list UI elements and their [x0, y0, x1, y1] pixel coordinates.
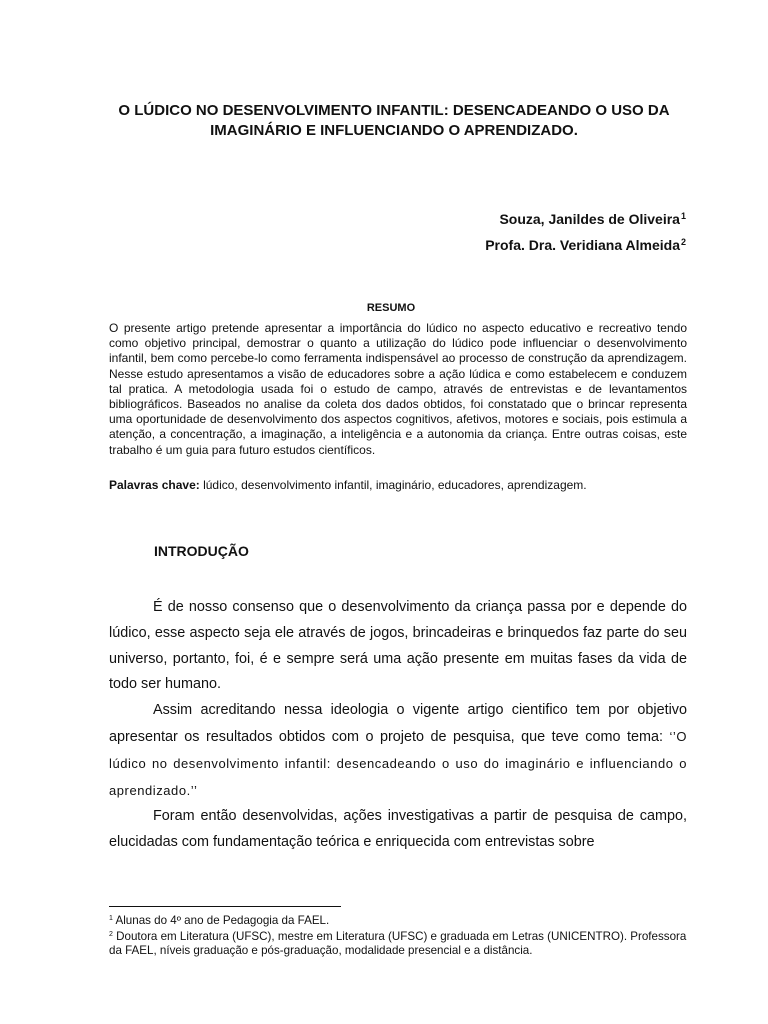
paragraph: [109, 698, 687, 804]
footnote-1: [109, 912, 689, 928]
footnote-ref[interactable]: 2: [680, 237, 686, 247]
article-title: O LÚDICO NO DESENVOLVIMENTO INFANTIL: DESENCADEANDO O USO DA IMAGINÁRIO E INFLUENCIANDO O APRENDIZADO.: [118, 102, 670, 139]
author-name: Profa. Dra. Veridiana Almeida: [485, 237, 680, 253]
author-1: [485, 207, 686, 233]
introduction-body: [109, 595, 687, 856]
keywords-list: lúdico, desenvolvimento infantil, imaginário, educadores, aprendizagem.: [199, 478, 587, 492]
paragraph: Foram então desenvolvidas, ações investigativas a partir de pesquisa de campo, elucidadas com fundamentação teórica e enriquecida com entrevistas sobre: [109, 808, 687, 851]
paragraph-lead: Assim acreditando nessa ideologia o vigente artigo cientifico tem por objetivo apresentar os resultados obtidos com o projeto de pesquisa, que teve como tema:: [109, 702, 687, 745]
research-theme-quote: ‘’O lúdico no desenvolvimento infantil: desencadeando o uso do imaginário e influenciando o aprendizado.’’: [109, 728, 687, 798]
footnote-divider: [109, 906, 341, 907]
footnote-mark: 1: [109, 915, 113, 922]
footnote-2: [109, 928, 689, 958]
introduction-heading: INTRODUÇÃO: [154, 543, 249, 559]
abstract-text: O presente artigo pretende apresentar a importância do lúdico no aspecto educativo e recreativo tendo como objetivo principal, demostrar o quanto a utilização do lúdico pode influenciar o desenvolvimento infantil, bem como percebe-lo como ferramenta indispensável ao processo de construção da aprendizagem. Nesse estudo apresentamos a visão de educadores sobre a ação lúdica e como estabelecem e conduzem tal pratica. A metodologia usada foi o estudo de campo, através de entrevistas e de levantamentos bibliográficos. Baseados no analise da coleta dos dados obtidos, foi constatado que o brincar representa uma oportunidade de desenvolvimento dos aspectos cognitivos, afetivos, motores e sociais, pois estimula a atenção, a concentração, a imaginação, a inteligência e a autonomia da criança. Entre outras coisas, este trabalho é um guia para futuro estudos científicos.: [109, 321, 687, 457]
author-list: [485, 207, 686, 259]
abstract-heading: RESUMO: [366, 302, 416, 314]
footnote-text: Alunas do 4º ano de Pedagogia da FAEL.: [112, 914, 330, 927]
keywords-label: Palavras chave:: [109, 478, 200, 492]
paragraph: É de nosso consenso que o desenvolvimento da criança passa por e depende do lúdico, esse aspecto seja ele através de jogos, brincadeiras e brinquedos faz parte do seu universo, portanto, foi, é e sempre será uma ação presente em muitas fases da vida de todo ser humano.: [109, 599, 687, 693]
footnote-text: Doutora em Literatura (UFSC), mestre em Literatura (UFSC) e graduada em Letras (UNICENTRO). Professora da FAEL, níveis graduação e pós-graduação, modalidade presencial e a distância.: [109, 930, 687, 957]
footnote-mark: 2: [109, 931, 113, 938]
author-name: Souza, Janildes de Oliveira: [499, 211, 680, 227]
keywords-line: [109, 478, 687, 493]
footnote-ref[interactable]: 1: [680, 211, 686, 221]
footnotes: [109, 912, 689, 958]
author-2: [485, 233, 686, 259]
